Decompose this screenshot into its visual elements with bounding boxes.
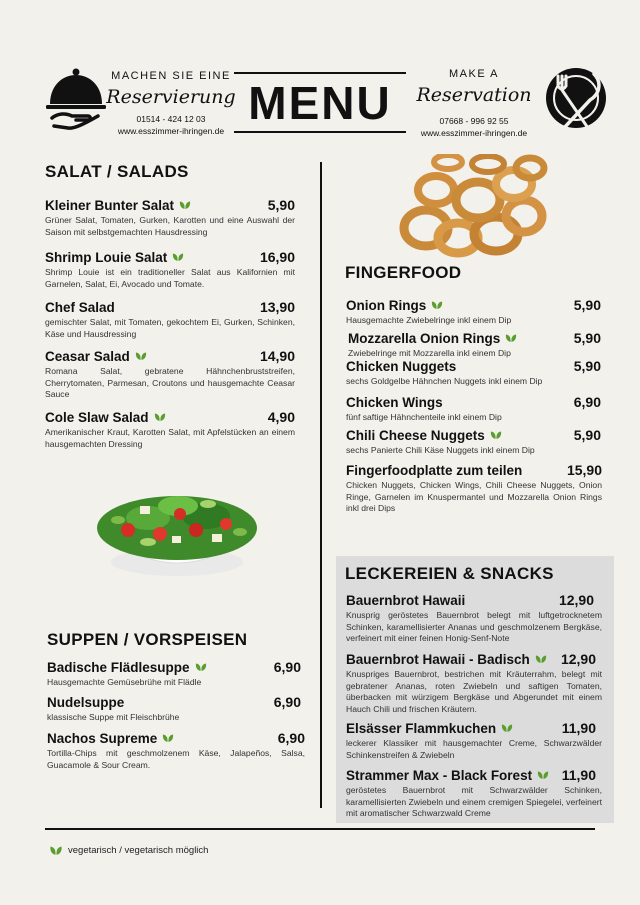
right-website[interactable]: www.esszimmer-ihringen.de [420, 128, 528, 138]
item-description: fünf saftige Hähnchenteile inkl einem Dip [346, 412, 502, 422]
leaf-icon [49, 845, 63, 856]
item-name: Chef Salad [45, 299, 115, 315]
menu-item[interactable] [346, 462, 602, 515]
item-name: Chicken Nuggets [346, 358, 457, 374]
menu-item[interactable] [346, 394, 601, 424]
leaf-icon [135, 351, 147, 361]
leaf-icon [490, 430, 502, 440]
item-description: leckerer Klassiker mit hausgemachter Creme, Schwarzwälder Schinkenstreifen & Zwiebeln [346, 738, 602, 760]
item-price: 6,90 [273, 659, 301, 675]
item-price: 6,90 [273, 694, 301, 710]
leaf-icon [179, 200, 191, 210]
leaf-icon [162, 733, 174, 743]
title-bottom-rule [234, 131, 406, 133]
section-title-salads: SALAT / SALADS [45, 162, 189, 181]
menu-item[interactable] [45, 249, 295, 290]
item-description: Zwiebelringe mit Mozzarella inkl einem Dip [348, 348, 511, 358]
item-description: klassische Suppe mit Fleischbrühe [47, 712, 180, 722]
item-description: Amerikanischer Kraut, Karotten Salat, mit Apfelstücken an einem hausgemachten Dressing [45, 427, 295, 449]
menu-item[interactable] [348, 330, 601, 360]
item-name: Badische Flädlesuppe [47, 659, 190, 675]
item-name: Chili Cheese Nuggets [346, 427, 485, 443]
item-name: Shrimp Louie Salat [45, 249, 168, 265]
item-name: Elsässer Flammkuchen [346, 720, 497, 736]
item-price: 11,90 [561, 720, 596, 736]
item-description: gemischter Salat, mit Tomaten, gekochtem Ei, Gurken, Schinken, Käse und Hausdressing [45, 317, 295, 339]
leaf-icon [195, 662, 207, 672]
item-description: Shrimp Louie ist ein traditioneller Salat aus Kalifornien mit Garnelen, Salat, Ei, Avocado und Tomate. [45, 267, 295, 289]
item-price: 14,90 [259, 348, 295, 364]
right-phone[interactable]: 07668 - 996 92 55 [439, 116, 509, 126]
footer-legend [49, 845, 208, 856]
item-name: Cole Slaw Salad [45, 409, 149, 425]
leaf-icon [505, 333, 517, 343]
menu-item[interactable] [47, 730, 305, 771]
item-price: 4,90 [267, 409, 295, 425]
item-name: Fingerfoodplatte zum teilen [346, 462, 523, 478]
item-description: Romana Salat, gebratene Hähnchenbruststreifen, Cherrytomaten, Parmesan, Croutons und hausgemachte Ceasar Sauce [45, 366, 295, 399]
item-description: Knuspriges Bauernbrot, bestrichen mit Kräuterrahm, belegt mit gebratener Ananas, roten Zwiebeln und saftigen Tomaten, überbacken mit würzigem Bergkäse und Abgerundet mit einem Hauch Chili und frischen Kräutern. [346, 669, 602, 714]
item-description: Hausgemachte Gemüsebrühe mit Flädle [47, 677, 202, 687]
item-name: Onion Rings [346, 297, 427, 313]
item-name: Nudelsuppe [47, 694, 125, 710]
leaf-icon [154, 412, 166, 422]
menu-item[interactable] [346, 651, 602, 715]
item-price: 6,90 [277, 730, 305, 746]
item-description: sechs Goldgelbe Hähnchen Nuggets inkl einem Dip [346, 376, 543, 386]
onion-rings-image [396, 154, 554, 262]
plate-cutlery-icon [544, 66, 608, 132]
item-price: 5,90 [573, 297, 601, 313]
item-price: 5,90 [573, 330, 601, 346]
menu-item[interactable] [47, 659, 301, 689]
page-title: MENU [248, 77, 392, 129]
left-header-script: Reservierung [106, 86, 236, 108]
legend-text: vegetarisch / vegetarisch möglich [68, 845, 209, 856]
cloche-icon [44, 66, 108, 132]
item-price: 12,90 [560, 651, 596, 667]
salad-bowl-image [88, 470, 266, 582]
menu-item[interactable] [346, 592, 602, 645]
menu-item[interactable] [45, 348, 295, 401]
section-title-snacks: LECKEREIEN & SNACKS [345, 564, 554, 583]
menu-item[interactable] [45, 197, 295, 238]
menu-item[interactable] [346, 297, 601, 327]
item-price: 16,90 [259, 249, 295, 265]
menu-item[interactable] [47, 694, 301, 724]
menu-item[interactable] [45, 409, 295, 450]
right-header-script: Reservation [416, 84, 532, 106]
item-description: Tortilla-Chips mit geschmolzenem Käse, Jalapeños, Salsa, Guacamole & Sour Cream. [47, 748, 305, 770]
leaf-icon [535, 654, 547, 664]
item-name: Nachos Supreme [47, 730, 158, 746]
left-header-line1: MACHEN SIE EINE [111, 70, 231, 82]
section-title-soups: SUPPEN / VORSPEISEN [47, 630, 248, 649]
item-name: Ceasar Salad [45, 348, 130, 364]
item-description: sechs Panierte Chili Käse Nuggets inkl einem Dip [346, 445, 535, 455]
left-phone[interactable]: 01514 - 424 12 03 [136, 114, 206, 124]
leaf-icon [501, 723, 513, 733]
item-description: Hausgemachte Zwiebelringe inkl einem Dip [346, 315, 512, 325]
item-price: 6,90 [573, 394, 601, 410]
menu-item[interactable] [346, 767, 602, 820]
menu-item[interactable] [346, 358, 601, 388]
item-price: 13,90 [259, 299, 295, 315]
item-description: geröstetes Bauernbrot mit Schwarzwälder Schinken, karamellisierten Zwiebeln und einem cremigen Spiegelei, verfeinert mit aromatischer Schwarzwald Creme [346, 785, 602, 818]
item-name: Strammer Max - Black Forest [346, 767, 533, 783]
leaf-icon [431, 300, 443, 310]
item-name: Bauernbrot Hawaii [346, 592, 466, 608]
item-price: 5,90 [573, 358, 601, 374]
item-name: Chicken Wings [346, 394, 443, 410]
item-name: Mozzarella Onion Rings [348, 330, 501, 346]
menu-item[interactable] [346, 427, 601, 457]
title-top-rule [234, 72, 406, 74]
item-price: 11,90 [561, 767, 596, 783]
item-name: Kleiner Bunter Salat [45, 197, 175, 213]
item-description: Grüner Salat, Tomaten, Gurken, Karotten und eine Auswahl der Saison mit selbstgemachten Hausdressing [45, 215, 295, 237]
item-description: Chicken Nuggets, Chicken Wings, Chili Cheese Nuggets, Onion Ringe, Garnelen im Knuspermantel und Mozzarella Onion Rings inkl drei Dips [346, 480, 602, 513]
menu-item[interactable] [45, 299, 295, 340]
column-divider [320, 162, 322, 808]
item-name: Bauernbrot Hawaii - Badisch [346, 651, 530, 667]
left-website[interactable]: www.esszimmer-ihringen.de [117, 126, 225, 136]
item-price: 12,90 [558, 592, 594, 608]
item-price: 15,90 [566, 462, 602, 478]
leaf-icon [537, 770, 549, 780]
section-title-fingerfood: FINGERFOOD [345, 263, 462, 282]
item-price: 5,90 [573, 427, 601, 443]
footer-rule [45, 828, 595, 830]
item-description: Knusprig geröstetes Bauernbrot belegt mit luftgetrocknetem Schinken, karamellisierter Ananas und geschmolzenem Bergkäse, verfeinert mit einer feinen Honig-Senf-Note [346, 610, 602, 643]
leaf-icon [172, 252, 184, 262]
item-price: 5,90 [267, 197, 295, 213]
menu-item[interactable] [346, 720, 602, 761]
right-header-line1: MAKE A [449, 68, 499, 80]
